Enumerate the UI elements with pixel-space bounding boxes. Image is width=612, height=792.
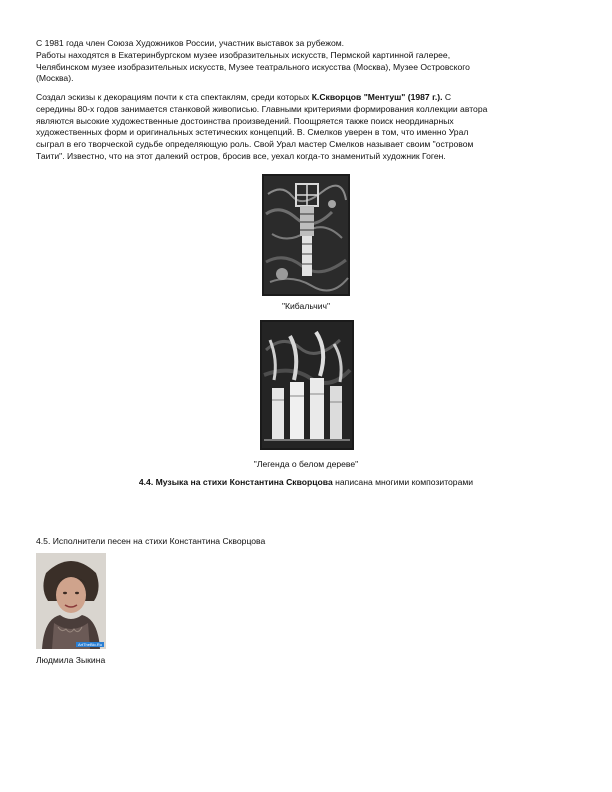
scenery-line-4: художественных форм и оригинальных эстетических концепций. В. Смелков уверен в том, что именно Урал [36,127,469,138]
scenery-line-2: середины 80-х годов занимается станковой живописью. Главными критериями формирования коллекции автора [36,103,488,114]
performer-name: Людмила Зыкина [36,655,106,665]
bio-line-4: (Москва). [36,73,74,84]
white-tree-artwork-image [260,320,354,450]
scenery-line-3: являются высокие художественные достоинства произведений. Поощряется также поиск неординарных [36,115,454,126]
section-4-5-heading: 4.5. Исполнители песен на стихи Константина Скворцова [36,536,266,546]
scenery-line-1 [36,92,556,104]
scenery-line-5: сыграл в его творческой судьбе определяющую роль. Свой Урал мастер Смелков называет своим "островом [36,139,474,150]
kibalchich-artwork-image [262,174,350,296]
bio-line-1: С 1981 года член Союза Художников России, участник выставок за рубежом. [36,38,345,48]
performer-photo [36,553,106,649]
section-4-4-rest: написана многими композиторами [332,477,474,487]
white-tree-caption: "Легенда о белом дереве" [253,459,359,469]
scenery-line-6: Таити". Известно, что на этот далекий остров, бросив все, уехал когда-то знаменитый художник Гоген. [36,150,446,161]
scenery-bold-title: К.Скворцов "Ментуш" (1987 г.). [311,92,443,102]
scenery-intro: Создал эскизы к декорациям почти к ста спектаклям, среди которых [36,92,312,102]
bio-paragraph [36,38,556,85]
photo-watermark: ArtTheBlo.Ru [77,642,102,647]
section-4-4-title: 4.4. Музыка на стихи Константина Скворцова [138,477,333,487]
scenery-paragraph [36,92,556,163]
bio-line-2: Работы находятся в Екатеринбургском музее изобразительных искусств, Пермской картинной галерее, [36,49,451,60]
scenery-line-1-end: С [442,92,452,102]
kibalchich-caption: "Кибальчич" [281,301,331,311]
section-4-4-heading [0,477,612,488]
bio-line-3: Челябинском музее изобразительных искусств, Музее театрального искусства (Москва), Музее Островского [36,61,470,72]
